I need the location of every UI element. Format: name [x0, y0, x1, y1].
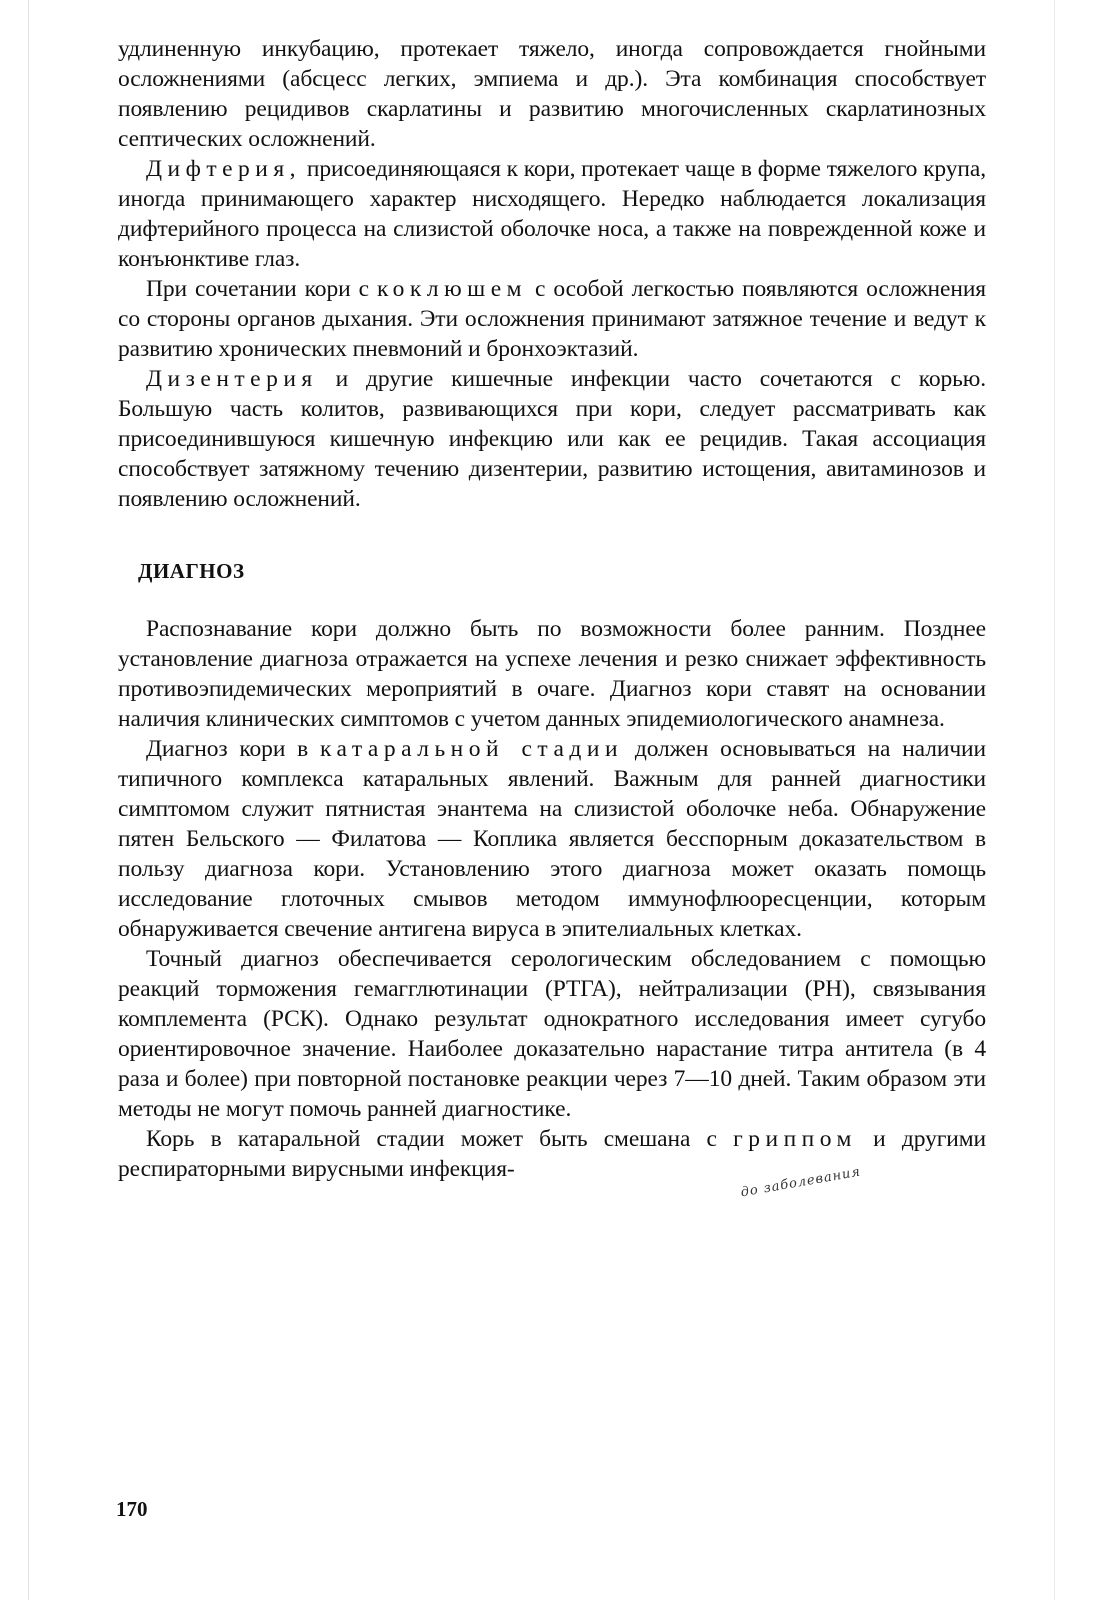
- section-heading-diagnosis: ДИАГНОЗ: [138, 559, 245, 583]
- term-influenza: гриппом: [733, 1126, 857, 1152]
- paragraph-text: должен основываться на наличии типичного комплекса катаральных явлений. Важным для ранней диагностики симптомом служит пятнистая энантема на слизистой оболочке неба. Обнаружение пятен Бельского — Филатова — Коплика является бесспорным доказательством в пользу диагноза кори. Установлению этого диагноза может оказать помощь исследование глоточных смывов методом иммунофлюоресценции, которым обнаруживается свечение антигена вируса в эпителиальных клетках.: [118, 736, 986, 942]
- paragraph-diphtheria: [118, 154, 986, 274]
- paragraph-text: удлиненную инкубацию, протекает тяжело, иногда сопровождается гнойными осложнениями (абсцесс легких, эмпиема и др.). Эта комбинация способствует появлению рецидивов скарлатины и развитию многочисленных скарлатинозных септических осложнений.: [118, 36, 986, 152]
- paragraph-text-pre: Диагноз кори в: [146, 736, 320, 762]
- paragraph-early-recognition: [118, 614, 986, 734]
- page-edge-left: [28, 0, 29, 1600]
- paragraph-text: Точный диагноз обеспечивается серологическим обследованием с помощью реакций торможения гемагглютинации (РТГА), нейтрализации (РН), связывания комплемента (РСК). Однако результат однократного исследования имеет сугубо ориентировочное значение. Наиболее доказательно нарастание титра антитела (в 4 раза и более) при повторной постановке реакции через 7—10 дней. Таким образом эти методы не могут помочь ранней диагностике.: [118, 946, 986, 1122]
- term-catarrhal-stage: катаральной стадии: [319, 736, 624, 762]
- paragraph-pertussis: [118, 274, 986, 364]
- paragraph-text-pre: При сочетании кори с: [146, 276, 377, 302]
- term-pertussis: коклюшем: [376, 276, 528, 302]
- paragraph-dysentery: [118, 364, 986, 514]
- paragraph-serological-diagnosis: [118, 944, 986, 1124]
- paragraph-catarrhal-stage-diagnosis: [118, 734, 986, 944]
- term-diphtheria: Дифтерия,: [146, 156, 302, 182]
- paragraph-text: и другими респираторными вирусными инфекция-: [118, 1126, 987, 1182]
- term-dysentery: Дизентерия: [146, 366, 318, 392]
- paragraph-text: и другие кишечные инфекции часто сочетаются с корью. Большую часть колитов, развивающихся при кори, следует рассматривать как присоединившуюся кишечную инфекцию или как ее рецидив. Такая ассоциация способствует затяжному течению дизентерии, развитию истощения, авитаминозов и появлению осложнений.: [118, 366, 986, 512]
- paragraph-text: присоединяющаяся к кори, протекает чаще в форме тяжелого крупа, иногда принимающего характер нисходящего. Нередко наблюдается локализация дифтерийного процесса на слизистой оболочке носа, а также на поврежденной коже и конъюнктиве глаз.: [118, 156, 986, 272]
- handwritten-margin-note: до заболевания: [739, 1164, 863, 1201]
- paragraph-text: Распознавание кори должно быть по возможности более ранним. Позднее установление диагноза отражается на успехе лечения и резко снижает эффективность противоэпидемических мероприятий в очаге. Диагноз кори ставят на основании наличия клинических симптомов с учетом данных эпидемиологического анамнеза.: [118, 616, 986, 732]
- paragraph-text-pre: Корь в катаральной стадии может быть смешана с: [146, 1126, 734, 1152]
- page-edge-right: [1054, 0, 1055, 1600]
- paragraph-scarlet-fever-complication: [118, 34, 986, 154]
- paragraph-text: с особой легкостью появляются осложнения со стороны органов дыхания. Эти осложнения принимают затяжное течение и ведут к развитию хронических пневмоний и бронхоэктазий.: [118, 276, 987, 362]
- page-number: 170: [116, 1497, 148, 1521]
- book-page: [118, 34, 986, 1184]
